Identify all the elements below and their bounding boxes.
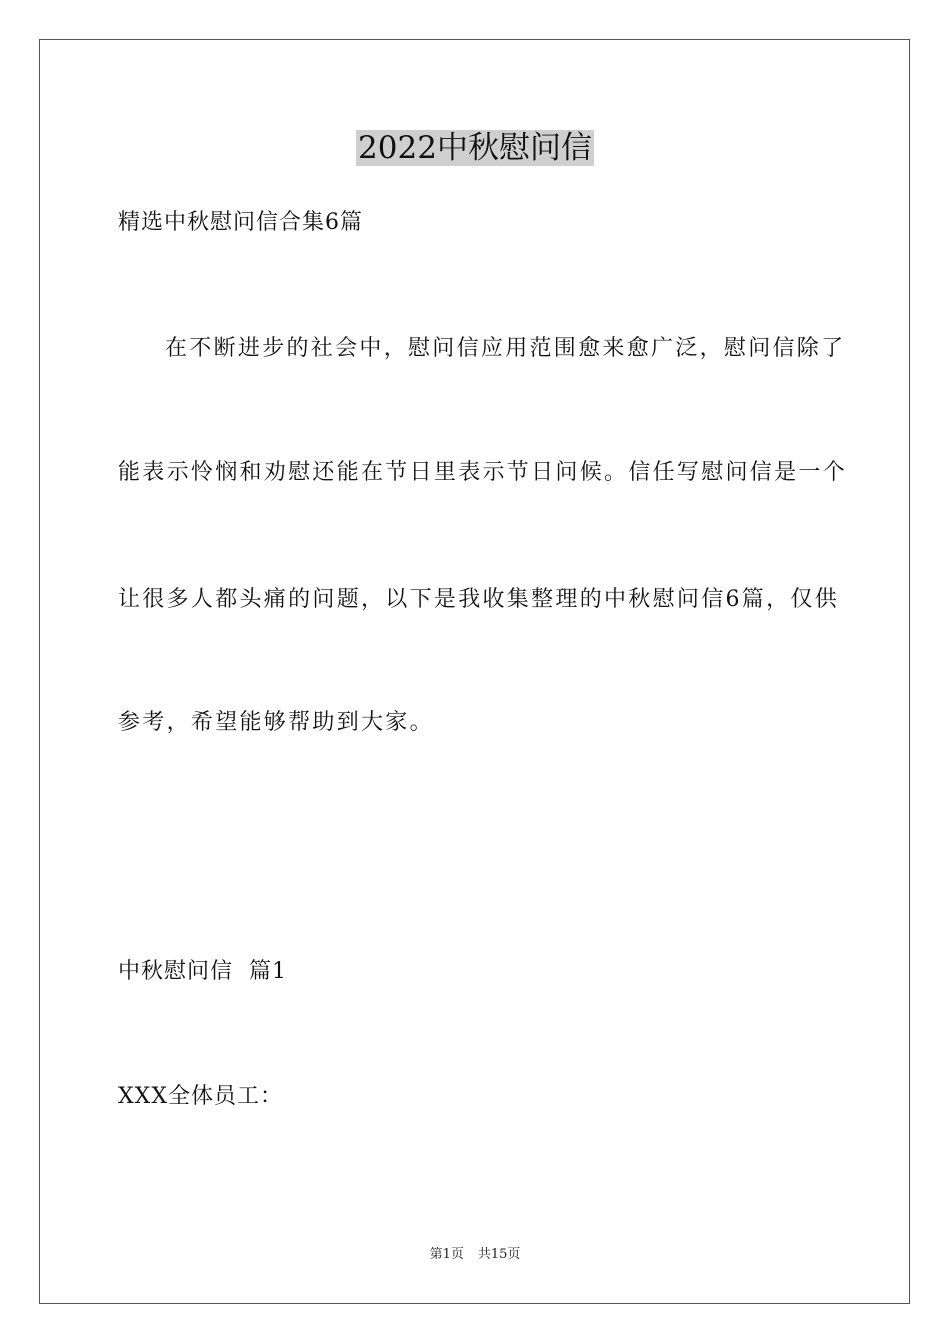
paragraph-line-2: 能表示怜悯和劝慰还能在节日里表示节日问候。信任写慰问信是一个 — [118, 460, 848, 485]
page-number-total: 共15页 — [477, 1247, 521, 1262]
paragraph-line-4: 参考，希望能够帮助到大家。 — [118, 710, 434, 735]
paragraph-line-1: 在不断进步的社会中，慰问信应用范围愈来愈广泛，慰问信除了 — [165, 336, 846, 361]
document-subtitle: 精选中秋慰问信合集6篇 — [118, 210, 363, 235]
paragraph-line-3: 让很多人都头痛的问题，以下是我收集整理的中秋慰问信6篇，仅供 — [118, 587, 839, 612]
page-footer — [0, 1246, 950, 1264]
section-heading: 中秋慰问信 篇1 — [118, 959, 287, 984]
document-title — [0, 127, 950, 169]
document-title-text: 2022中秋慰问信 — [358, 130, 592, 166]
page-number-current: 第1页 — [429, 1247, 464, 1262]
letter-greeting: XXX全体员工： — [118, 1084, 283, 1109]
